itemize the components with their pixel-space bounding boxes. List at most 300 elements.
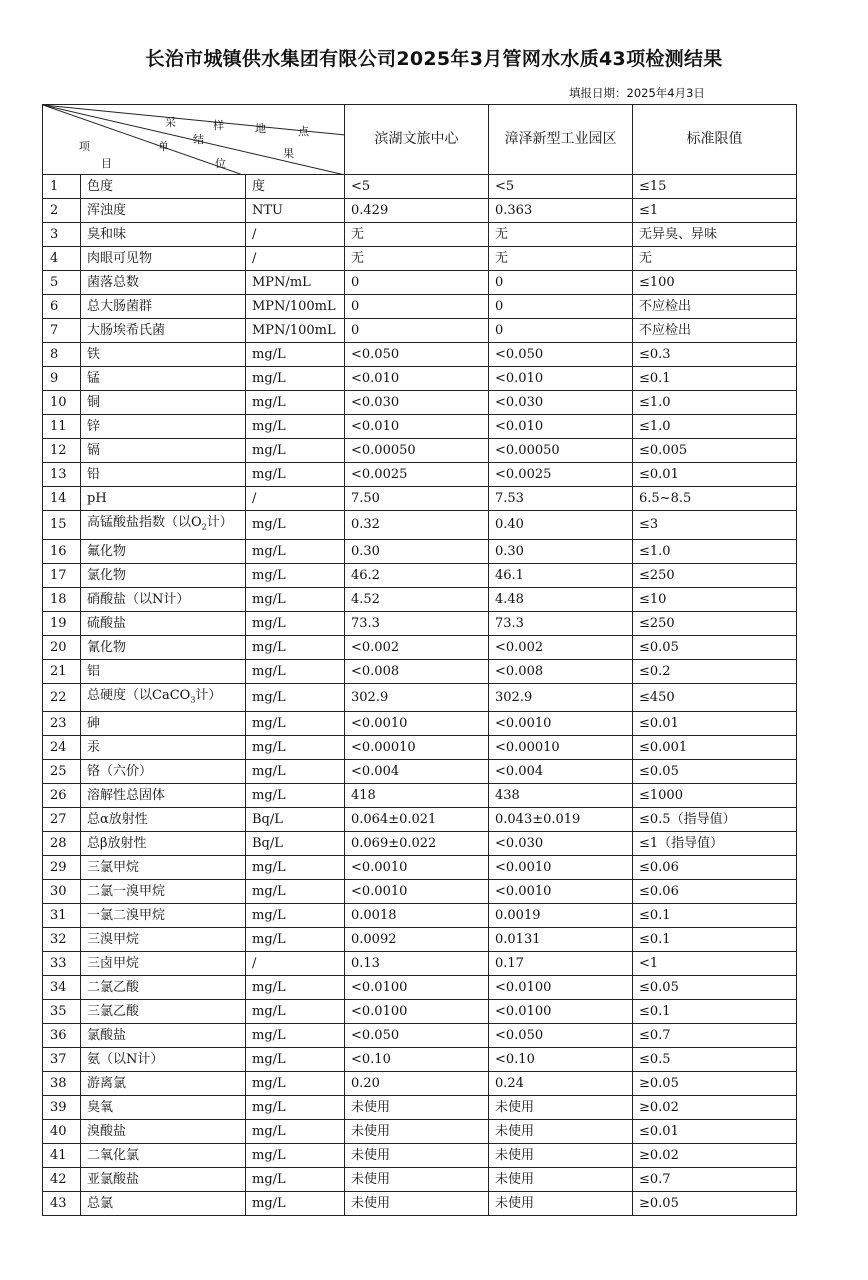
unit: mg/L bbox=[246, 784, 345, 808]
value-site1: <0.050 bbox=[345, 1024, 489, 1048]
value-site1: <0.004 bbox=[345, 760, 489, 784]
row-number: 27 bbox=[43, 808, 81, 832]
item-name: 肉眼可见物 bbox=[81, 247, 246, 271]
value-site2: 438 bbox=[489, 784, 633, 808]
unit: mg/L bbox=[246, 976, 345, 1000]
item-name: 臭氧 bbox=[81, 1096, 246, 1120]
table-row bbox=[43, 271, 797, 295]
table-row bbox=[43, 952, 797, 976]
unit: mg/L bbox=[246, 712, 345, 736]
item-name: 总α放射性 bbox=[81, 808, 246, 832]
row-number: 16 bbox=[43, 539, 81, 563]
unit: MPN/mL bbox=[246, 271, 345, 295]
item-name: 镉 bbox=[81, 439, 246, 463]
row-number: 33 bbox=[43, 952, 81, 976]
standard-limit: ≤1（指导值） bbox=[633, 832, 797, 856]
value-site2: <0.050 bbox=[489, 343, 633, 367]
value-site2: 未使用 bbox=[489, 1168, 633, 1192]
row-number: 35 bbox=[43, 1000, 81, 1024]
value-site1: 无 bbox=[345, 223, 489, 247]
value-site2: 0.30 bbox=[489, 539, 633, 563]
table-row bbox=[43, 439, 797, 463]
value-site2: 0 bbox=[489, 319, 633, 343]
standard-limit: ≤0.2 bbox=[633, 659, 797, 683]
row-number: 14 bbox=[43, 487, 81, 511]
standard-limit: ≤0.5（指导值） bbox=[633, 808, 797, 832]
row-number: 43 bbox=[43, 1192, 81, 1216]
item-name: 三溴甲烷 bbox=[81, 928, 246, 952]
item-name-subscript: 3 bbox=[190, 695, 196, 705]
row-number: 26 bbox=[43, 784, 81, 808]
table-row bbox=[43, 784, 797, 808]
value-site1: <0.00050 bbox=[345, 439, 489, 463]
item-name: 氨（以N计） bbox=[81, 1048, 246, 1072]
value-site2: <0.008 bbox=[489, 659, 633, 683]
value-site2: <0.002 bbox=[489, 635, 633, 659]
value-site2: 0.0019 bbox=[489, 904, 633, 928]
value-site2: <0.10 bbox=[489, 1048, 633, 1072]
value-site2: <5 bbox=[489, 175, 633, 199]
unit: MPN/100mL bbox=[246, 295, 345, 319]
row-number: 5 bbox=[43, 271, 81, 295]
item-name: 二氯乙酸 bbox=[81, 976, 246, 1000]
unit: / bbox=[246, 223, 345, 247]
table-row bbox=[43, 808, 797, 832]
item-name: 色度 bbox=[81, 175, 246, 199]
row-number: 38 bbox=[43, 1072, 81, 1096]
standard-limit: ≤0.05 bbox=[633, 760, 797, 784]
value-site1: <0.0100 bbox=[345, 976, 489, 1000]
standard-limit: ≥0.02 bbox=[633, 1096, 797, 1120]
unit: mg/L bbox=[246, 659, 345, 683]
item-name: 一氯二溴甲烷 bbox=[81, 904, 246, 928]
unit: mg/L bbox=[246, 904, 345, 928]
unit: mg/L bbox=[246, 1048, 345, 1072]
table-row bbox=[43, 832, 797, 856]
unit: NTU bbox=[246, 199, 345, 223]
value-site1: <0.00010 bbox=[345, 736, 489, 760]
value-site1: <0.0100 bbox=[345, 1000, 489, 1024]
item-name: 亚氯酸盐 bbox=[81, 1168, 246, 1192]
item-name: 铁 bbox=[81, 343, 246, 367]
row-number: 29 bbox=[43, 856, 81, 880]
item-name: 菌落总数 bbox=[81, 271, 246, 295]
table-row bbox=[43, 295, 797, 319]
value-site1: 0.0018 bbox=[345, 904, 489, 928]
item-name: 锌 bbox=[81, 415, 246, 439]
standard-limit: ≤450 bbox=[633, 683, 797, 712]
item-name: 浑浊度 bbox=[81, 199, 246, 223]
standard-limit: ≤0.05 bbox=[633, 976, 797, 1000]
row-number: 34 bbox=[43, 976, 81, 1000]
value-site1: 0.32 bbox=[345, 511, 489, 540]
standard-limit: ≤0.1 bbox=[633, 904, 797, 928]
standard-limit: 6.5~8.5 bbox=[633, 487, 797, 511]
item-name: 溴酸盐 bbox=[81, 1120, 246, 1144]
value-site1: <0.050 bbox=[345, 343, 489, 367]
table-row bbox=[43, 1072, 797, 1096]
unit: mg/L bbox=[246, 856, 345, 880]
standard-limit: ≤0.001 bbox=[633, 736, 797, 760]
row-number: 13 bbox=[43, 463, 81, 487]
unit: mg/L bbox=[246, 1072, 345, 1096]
value-site1: 0.429 bbox=[345, 199, 489, 223]
value-site2: <0.004 bbox=[489, 760, 633, 784]
unit: / bbox=[246, 247, 345, 271]
fill-date: 填报日期：2025年4月3日 bbox=[569, 86, 705, 100]
standard-limit: ≥0.05 bbox=[633, 1072, 797, 1096]
table-row bbox=[43, 880, 797, 904]
value-site1: 0.0092 bbox=[345, 928, 489, 952]
standard-limit: <1 bbox=[633, 952, 797, 976]
value-site1: 未使用 bbox=[345, 1168, 489, 1192]
value-site1: 未使用 bbox=[345, 1192, 489, 1216]
standard-limit: 无异臭、异味 bbox=[633, 223, 797, 247]
row-number: 41 bbox=[43, 1144, 81, 1168]
value-site1: 0.064±0.021 bbox=[345, 808, 489, 832]
table-row bbox=[43, 511, 797, 540]
value-site2: 73.3 bbox=[489, 611, 633, 635]
standard-limit: ≤0.7 bbox=[633, 1168, 797, 1192]
item-name: 氯酸盐 bbox=[81, 1024, 246, 1048]
row-number: 20 bbox=[43, 635, 81, 659]
table-row bbox=[43, 1096, 797, 1120]
unit: mg/L bbox=[246, 1144, 345, 1168]
standard-limit: ≤3 bbox=[633, 511, 797, 540]
item-name: 汞 bbox=[81, 736, 246, 760]
value-site1: 4.52 bbox=[345, 587, 489, 611]
standard-limit: ≤0.01 bbox=[633, 1120, 797, 1144]
item-name: 三卤甲烷 bbox=[81, 952, 246, 976]
results-table bbox=[42, 104, 797, 1216]
item-name: 二氧化氯 bbox=[81, 1144, 246, 1168]
table-row bbox=[43, 928, 797, 952]
diag-label-dan: 单 bbox=[158, 140, 169, 153]
standard-limit: ≤0.01 bbox=[633, 463, 797, 487]
value-site2: <0.030 bbox=[489, 832, 633, 856]
standard-limit: ≤0.5 bbox=[633, 1048, 797, 1072]
value-site2: 46.1 bbox=[489, 563, 633, 587]
item-name: 锰 bbox=[81, 367, 246, 391]
value-site2: <0.0100 bbox=[489, 976, 633, 1000]
standard-limit: 不应检出 bbox=[633, 295, 797, 319]
item-name-subscript: 2 bbox=[201, 522, 207, 532]
value-site2: 4.48 bbox=[489, 587, 633, 611]
standard-limit: ≤0.005 bbox=[633, 439, 797, 463]
item-name-tail: 计） bbox=[206, 515, 233, 530]
row-number: 6 bbox=[43, 295, 81, 319]
item-name bbox=[81, 683, 246, 712]
value-site1: 7.50 bbox=[345, 487, 489, 511]
table-row bbox=[43, 1048, 797, 1072]
header-row bbox=[43, 105, 797, 175]
value-site2: <0.010 bbox=[489, 415, 633, 439]
diag-label-dian: 点 bbox=[298, 125, 309, 138]
unit: mg/L bbox=[246, 1168, 345, 1192]
standard-limit: ≤1.0 bbox=[633, 415, 797, 439]
value-site2: 0.0131 bbox=[489, 928, 633, 952]
value-site1: <0.0010 bbox=[345, 880, 489, 904]
value-site1: <0.008 bbox=[345, 659, 489, 683]
table-row bbox=[43, 223, 797, 247]
unit: mg/L bbox=[246, 1096, 345, 1120]
item-name: 臭和味 bbox=[81, 223, 246, 247]
item-name: 铅 bbox=[81, 463, 246, 487]
standard-limit: ≤0.05 bbox=[633, 635, 797, 659]
standard-limit: 不应检出 bbox=[633, 319, 797, 343]
value-site1: 无 bbox=[345, 247, 489, 271]
table-row bbox=[43, 904, 797, 928]
page-title: 长治市城镇供水集团有限公司2025年3月管网水水质43项检测结果 bbox=[145, 48, 723, 70]
table-row bbox=[43, 1120, 797, 1144]
row-number: 7 bbox=[43, 319, 81, 343]
table-row bbox=[43, 712, 797, 736]
value-site2: 302.9 bbox=[489, 683, 633, 712]
standard-limit: ≤0.1 bbox=[633, 1000, 797, 1024]
value-site1: 0.30 bbox=[345, 539, 489, 563]
unit: mg/L bbox=[246, 439, 345, 463]
item-name: 铜 bbox=[81, 391, 246, 415]
row-number: 30 bbox=[43, 880, 81, 904]
value-site2: <0.0010 bbox=[489, 856, 633, 880]
table-row bbox=[43, 1024, 797, 1048]
row-number: 4 bbox=[43, 247, 81, 271]
item-name: 砷 bbox=[81, 712, 246, 736]
value-site2: <0.030 bbox=[489, 391, 633, 415]
standard-limit: ≤0.06 bbox=[633, 880, 797, 904]
table-row bbox=[43, 659, 797, 683]
unit: mg/L bbox=[246, 635, 345, 659]
unit: mg/L bbox=[246, 415, 345, 439]
table-row bbox=[43, 319, 797, 343]
value-site1: 未使用 bbox=[345, 1096, 489, 1120]
row-number: 18 bbox=[43, 587, 81, 611]
table-row bbox=[43, 1192, 797, 1216]
diag-label-mu: 目 bbox=[101, 157, 112, 170]
unit: mg/L bbox=[246, 343, 345, 367]
item-name: 游离氯 bbox=[81, 1072, 246, 1096]
value-site1: <0.0010 bbox=[345, 856, 489, 880]
value-site1: 302.9 bbox=[345, 683, 489, 712]
item-name: 溶解性总固体 bbox=[81, 784, 246, 808]
standard-limit: 无 bbox=[633, 247, 797, 271]
table-row bbox=[43, 563, 797, 587]
diag-label-xiang: 项 bbox=[79, 140, 90, 153]
value-site1: 未使用 bbox=[345, 1120, 489, 1144]
standard-limit: ≤250 bbox=[633, 563, 797, 587]
value-site2: 0.363 bbox=[489, 199, 633, 223]
row-number: 11 bbox=[43, 415, 81, 439]
value-site1: 0 bbox=[345, 295, 489, 319]
value-site2: 无 bbox=[489, 223, 633, 247]
standard-limit: ≤1.0 bbox=[633, 539, 797, 563]
value-site2: 0.40 bbox=[489, 511, 633, 540]
value-site1: <0.10 bbox=[345, 1048, 489, 1072]
row-number: 40 bbox=[43, 1120, 81, 1144]
row-number: 24 bbox=[43, 736, 81, 760]
unit: / bbox=[246, 952, 345, 976]
unit: mg/L bbox=[246, 1120, 345, 1144]
item-name-main: 高锰酸盐指数（以O bbox=[87, 515, 202, 530]
row-number: 2 bbox=[43, 199, 81, 223]
row-number: 32 bbox=[43, 928, 81, 952]
value-site2: <0.0010 bbox=[489, 880, 633, 904]
row-number: 42 bbox=[43, 1168, 81, 1192]
diag-label-cai: 采 bbox=[165, 116, 176, 129]
value-site1: <0.010 bbox=[345, 367, 489, 391]
column-header-limit: 标准限值 bbox=[633, 105, 797, 175]
value-site1: 46.2 bbox=[345, 563, 489, 587]
value-site2: <0.0025 bbox=[489, 463, 633, 487]
table-row bbox=[43, 683, 797, 712]
table-row bbox=[43, 587, 797, 611]
diag-label-wei: 位 bbox=[215, 157, 226, 170]
row-number: 23 bbox=[43, 712, 81, 736]
value-site2: <0.050 bbox=[489, 1024, 633, 1048]
item-name-main: 总硬度（以CaCO bbox=[87, 687, 191, 703]
value-site1: <5 bbox=[345, 175, 489, 199]
table-row bbox=[43, 415, 797, 439]
table-row bbox=[43, 1144, 797, 1168]
table-row bbox=[43, 487, 797, 511]
item-name: 总大肠菌群 bbox=[81, 295, 246, 319]
unit: mg/L bbox=[246, 391, 345, 415]
value-site2: 未使用 bbox=[489, 1192, 633, 1216]
standard-limit: ≤0.3 bbox=[633, 343, 797, 367]
row-number: 36 bbox=[43, 1024, 81, 1048]
value-site1: 0 bbox=[345, 319, 489, 343]
value-site1: <0.010 bbox=[345, 415, 489, 439]
unit: MPN/100mL bbox=[246, 319, 345, 343]
row-number: 1 bbox=[43, 175, 81, 199]
row-number: 10 bbox=[43, 391, 81, 415]
value-site1: 0 bbox=[345, 271, 489, 295]
row-number: 28 bbox=[43, 832, 81, 856]
table-row bbox=[43, 1168, 797, 1192]
value-site1: <0.002 bbox=[345, 635, 489, 659]
table-row bbox=[43, 391, 797, 415]
diagonal-header-cell bbox=[43, 105, 345, 175]
value-site2: 0.17 bbox=[489, 952, 633, 976]
item-name: 总氯 bbox=[81, 1192, 246, 1216]
standard-limit: ≤0.1 bbox=[633, 367, 797, 391]
row-number: 9 bbox=[43, 367, 81, 391]
item-name: 硫酸盐 bbox=[81, 611, 246, 635]
value-site2: 未使用 bbox=[489, 1096, 633, 1120]
unit: Bq/L bbox=[246, 808, 345, 832]
value-site2: <0.010 bbox=[489, 367, 633, 391]
row-number: 37 bbox=[43, 1048, 81, 1072]
row-number: 21 bbox=[43, 659, 81, 683]
unit: mg/L bbox=[246, 1024, 345, 1048]
value-site1: <0.0010 bbox=[345, 712, 489, 736]
table-row bbox=[43, 611, 797, 635]
row-number: 31 bbox=[43, 904, 81, 928]
item-name bbox=[81, 511, 246, 540]
standard-limit: ≤0.01 bbox=[633, 712, 797, 736]
standard-limit: ≤0.06 bbox=[633, 856, 797, 880]
standard-limit: ≥0.05 bbox=[633, 1192, 797, 1216]
item-name: 三氯乙酸 bbox=[81, 1000, 246, 1024]
column-header-site1: 滨湖文旅中心 bbox=[345, 105, 489, 175]
value-site1: 未使用 bbox=[345, 1144, 489, 1168]
value-site2: <0.00050 bbox=[489, 439, 633, 463]
diag-label-di: 地 bbox=[255, 122, 266, 135]
value-site2: 0.24 bbox=[489, 1072, 633, 1096]
table-row bbox=[43, 856, 797, 880]
standard-limit: ≤10 bbox=[633, 587, 797, 611]
item-name: 氟化物 bbox=[81, 539, 246, 563]
unit: mg/L bbox=[246, 1192, 345, 1216]
unit: mg/L bbox=[246, 736, 345, 760]
item-name: 大肠埃希氏菌 bbox=[81, 319, 246, 343]
unit: mg/L bbox=[246, 683, 345, 712]
unit: 度 bbox=[246, 175, 345, 199]
value-site1: 0.069±0.022 bbox=[345, 832, 489, 856]
standard-limit: ≤0.7 bbox=[633, 1024, 797, 1048]
item-name: 总β放射性 bbox=[81, 832, 246, 856]
standard-limit: ≤1 bbox=[633, 199, 797, 223]
item-name: 铬（六价） bbox=[81, 760, 246, 784]
value-site2: 未使用 bbox=[489, 1144, 633, 1168]
table-row bbox=[43, 367, 797, 391]
standard-limit: ≤1000 bbox=[633, 784, 797, 808]
standard-limit: ≥0.02 bbox=[633, 1144, 797, 1168]
unit: mg/L bbox=[246, 760, 345, 784]
unit: mg/L bbox=[246, 367, 345, 391]
standard-limit: ≤0.1 bbox=[633, 928, 797, 952]
unit: mg/L bbox=[246, 539, 345, 563]
unit: mg/L bbox=[246, 928, 345, 952]
row-number: 3 bbox=[43, 223, 81, 247]
row-number: 12 bbox=[43, 439, 81, 463]
table-row bbox=[43, 343, 797, 367]
unit: mg/L bbox=[246, 880, 345, 904]
value-site2: 无 bbox=[489, 247, 633, 271]
table-row bbox=[43, 175, 797, 199]
value-site2: 7.53 bbox=[489, 487, 633, 511]
table-row bbox=[43, 1000, 797, 1024]
item-name: 氰化物 bbox=[81, 635, 246, 659]
diag-label-yang: 样 bbox=[213, 119, 224, 132]
table-row bbox=[43, 199, 797, 223]
item-name: 硝酸盐（以N计） bbox=[81, 587, 246, 611]
value-site1: 418 bbox=[345, 784, 489, 808]
standard-limit: ≤15 bbox=[633, 175, 797, 199]
standard-limit: ≤250 bbox=[633, 611, 797, 635]
unit: / bbox=[246, 487, 345, 511]
value-site1: <0.0025 bbox=[345, 463, 489, 487]
row-number: 15 bbox=[43, 511, 81, 540]
value-site2: <0.00010 bbox=[489, 736, 633, 760]
value-site1: 0.13 bbox=[345, 952, 489, 976]
value-site1: 0.20 bbox=[345, 1072, 489, 1096]
diag-label-jie: 结 bbox=[193, 133, 204, 146]
value-site2: 0 bbox=[489, 295, 633, 319]
standard-limit: ≤100 bbox=[633, 271, 797, 295]
row-number: 39 bbox=[43, 1096, 81, 1120]
unit: mg/L bbox=[246, 1000, 345, 1024]
value-site1: 73.3 bbox=[345, 611, 489, 635]
row-number: 22 bbox=[43, 683, 81, 712]
table-row bbox=[43, 976, 797, 1000]
table-row bbox=[43, 736, 797, 760]
unit: mg/L bbox=[246, 611, 345, 635]
row-number: 17 bbox=[43, 563, 81, 587]
unit: Bq/L bbox=[246, 832, 345, 856]
item-name: 三氯甲烷 bbox=[81, 856, 246, 880]
value-site2: 0.043±0.019 bbox=[489, 808, 633, 832]
